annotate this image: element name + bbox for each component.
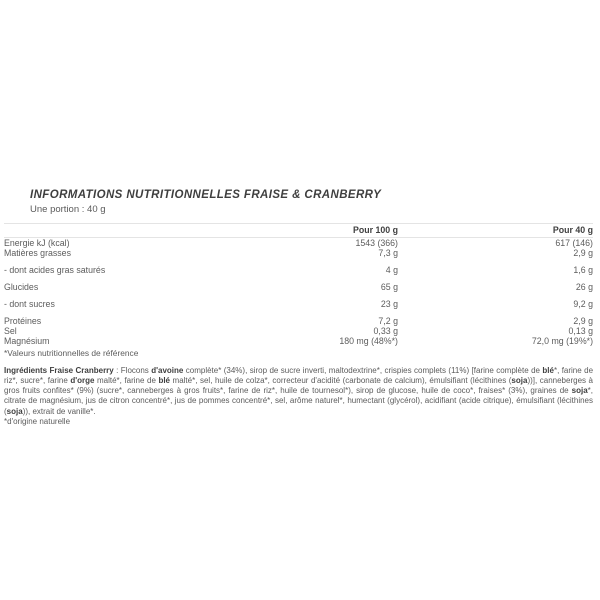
ingredient-text: *, farine de riz*, sucre*, farine	[4, 366, 594, 386]
value-per-100g: 23 g	[380, 298, 398, 309]
value-per-40g: 617 (146)	[555, 238, 593, 248]
table-row	[4, 265, 593, 275]
row-label: Sel	[4, 325, 17, 336]
table-footnote: *Valeurs nutritionnelles de référence	[4, 348, 139, 359]
value-per-40g: 9,2 g	[573, 298, 593, 309]
title-block	[30, 189, 593, 215]
value-per-100g: 180 mg (48%*)	[339, 336, 398, 347]
ingredient-emphasis: blé	[542, 366, 554, 376]
nutrition-table	[4, 223, 593, 358]
ingredient-emphasis: Ingrédients Fraise Cranberry	[4, 366, 114, 376]
value-per-40g: 0,13 g	[568, 325, 593, 336]
row-label: - dont acides gras saturés	[4, 265, 106, 276]
ingredient-text: ))], canneberges à gros fruits confites* (9%) (sucre*, canneberges à gros fruits*, farine de riz*, huile de tournesol*), sirop de glucose, huile de coco*, fraises* (3%), graines de	[4, 376, 594, 396]
table-row	[4, 282, 593, 292]
value-per-40g: 1,6 g	[573, 265, 593, 276]
value-per-40g: 2,9 g	[573, 248, 593, 259]
row-label: Protéines	[4, 315, 42, 326]
value-per-40g: 26 g	[575, 281, 593, 292]
table-row	[4, 238, 593, 248]
ingredient-emphasis: d'avoine	[151, 366, 184, 376]
value-per-100g: 7,3 g	[378, 248, 398, 259]
value-per-40g: 72,0 mg (19%*)	[531, 336, 593, 347]
row-label: Energie kJ (kcal)	[4, 238, 70, 248]
ingredient-text: )), extrait de vanille*.	[22, 406, 96, 416]
value-per-100g: 1543 (366)	[355, 238, 398, 248]
row-label: Glucides	[4, 281, 39, 292]
value-per-100g: 0,33 g	[373, 325, 398, 336]
ingredient-text: : Flocons	[113, 366, 152, 376]
row-label: Matières grasses	[4, 248, 71, 259]
column-header-per-100g: Pour 100 g	[353, 225, 398, 235]
ingredient-emphasis: soja	[511, 376, 528, 386]
row-label: Magnésium	[4, 336, 50, 347]
table-row	[4, 326, 593, 336]
table-body	[4, 238, 593, 347]
page-title: INFORMATIONS NUTRITIONNELLES FRAISE & CRANBERRY	[30, 189, 382, 201]
table-row	[4, 316, 593, 326]
table-row	[4, 299, 593, 309]
value-per-100g: 7,2 g	[378, 315, 398, 326]
ingredient-text: malté*, sel, huile de colza*, correcteur d'acidité (carbonate de calcium), émulsifiant (lécithines (	[170, 376, 512, 386]
ingredient-emphasis: soja	[571, 386, 588, 396]
value-per-100g: 65 g	[380, 281, 398, 292]
table-row	[4, 248, 593, 258]
ingredients-paragraph	[4, 366, 593, 416]
row-label: - dont sucres	[4, 298, 55, 309]
ingredients-footnote: *d'origine naturelle	[4, 416, 71, 426]
ingredient-emphasis: soja	[6, 406, 23, 416]
ingredient-emphasis: blé	[158, 376, 170, 386]
table-header-row	[4, 224, 593, 238]
column-header-per-40g: Pour 40 g	[552, 225, 593, 235]
ingredient-text: *, citrate de magnésium, jus de citron concentré*, jus de pommes concentré*, sel, arôme naturel*, humectant (glycérol), acidifiant (acide citrique), émulsifiant (lécithines (	[4, 386, 593, 416]
value-per-40g: 2,9 g	[573, 315, 593, 326]
ingredient-text: complète* (34%), sirop de sucre inverti, maltodextrine*, crispies complets (11%) [farine complète de	[183, 366, 543, 376]
table-row	[4, 336, 593, 346]
ingredient-emphasis: d'orge	[70, 376, 95, 386]
ingredient-text: malté*, farine de	[94, 376, 159, 386]
portion-subtitle: Une portion : 40 g	[30, 204, 106, 215]
value-per-100g: 4 g	[385, 265, 398, 276]
